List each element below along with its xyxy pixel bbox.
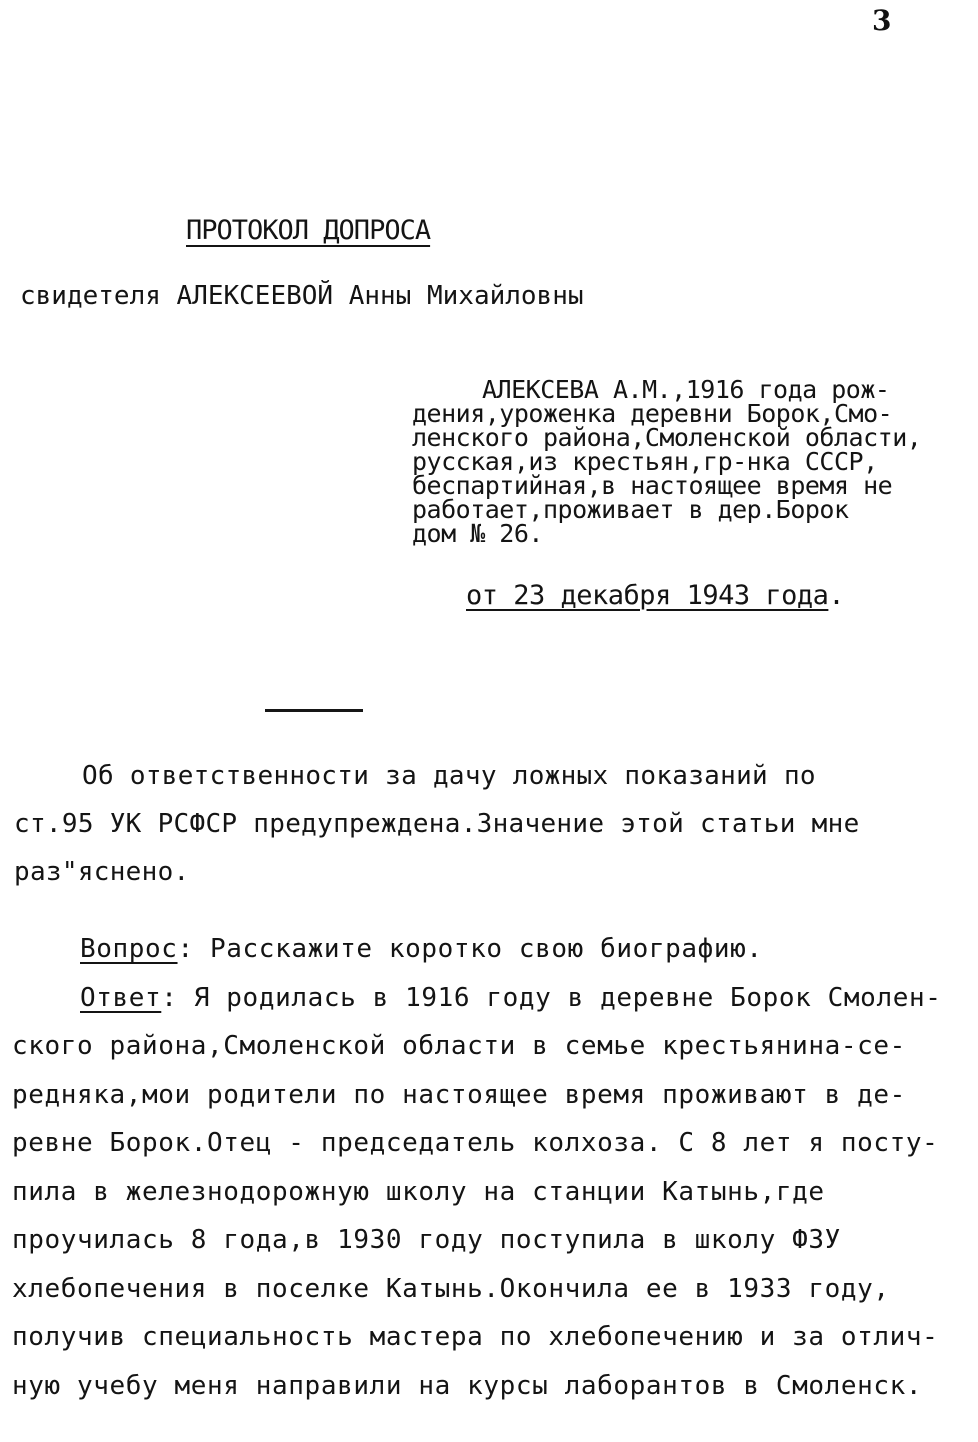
- witness-info-line: АЛЕКСЕВА А.М.,1916 года рож-: [482, 375, 890, 404]
- warning-paragraph: [14, 752, 964, 896]
- interrogation-body: [12, 925, 972, 1410]
- answer-first-line: [12, 974, 972, 1023]
- section-divider: [265, 709, 363, 712]
- answer-line: получив специальность мастера по хлебопечению и за отлич-: [12, 1322, 939, 1352]
- answer-line: ную учебу меня направили на курсы лаборантов в Смоленск.: [12, 1370, 923, 1401]
- witness-info-line: русская,из крестьян,гр-нка СССР,: [412, 447, 878, 476]
- protocol-date: [466, 580, 844, 611]
- answer-line: ревне Борок.Отец - председатель колхоза. С 8 лет я посту-: [12, 1128, 939, 1158]
- protocol-date-period: .: [828, 580, 845, 611]
- witness-info-line: дения,уроженка деревни Борок,Смо-: [412, 399, 893, 428]
- witness-info-line: дом № 26.: [412, 519, 543, 548]
- answer-line: ского района,Смоленской области в семье крестьянина-се-: [12, 1031, 906, 1061]
- answer-label: Ответ: [80, 982, 162, 1013]
- warning-line: ст.95 УК РСФСР предупреждена.Значение этой статьи мне: [14, 809, 860, 839]
- document-subtitle: свидетеля АЛЕКСЕЕВОЙ Анны Михайловны: [20, 281, 584, 311]
- witness-info-line: ленского района,Смоленской области,: [412, 423, 922, 452]
- witness-info-line: беспартийная,в настоящее время не: [412, 471, 893, 500]
- witness-info-line: работает,проживает в дер.Борок: [412, 495, 849, 524]
- answer-line: редняка,мои родители по настоящее время проживают в де-: [12, 1079, 906, 1110]
- answer-line: пила в железнодорожную школу на станции Катынь,где: [12, 1176, 825, 1207]
- protocol-date-text: от 23 декабря 1943 года: [466, 580, 829, 611]
- page-number: 3: [872, 4, 892, 37]
- witness-info-block: [412, 375, 972, 548]
- question-text: Расскажите коротко свою биографию.: [193, 934, 763, 964]
- answer-separator: :: [161, 982, 178, 1013]
- answer-line: проучилась 8 года,в 1930 году поступила в школу ФЗУ: [12, 1225, 841, 1255]
- answer-text: Я родилась в 1916 году в деревне Борок Смолен-: [177, 982, 942, 1013]
- warning-line: Об ответственности за дачу ложных показаний по: [82, 761, 816, 791]
- warning-line: раз"яснено.: [14, 857, 190, 887]
- document-title: ПРОТОКОЛ ДОПРОСА: [186, 215, 431, 246]
- question-label: Вопрос: [80, 934, 178, 964]
- question-separator: :: [177, 934, 194, 964]
- answer-line: хлебопечения в поселке Катынь.Окончила ее в 1933 году,: [12, 1273, 890, 1304]
- question-line: [12, 925, 972, 974]
